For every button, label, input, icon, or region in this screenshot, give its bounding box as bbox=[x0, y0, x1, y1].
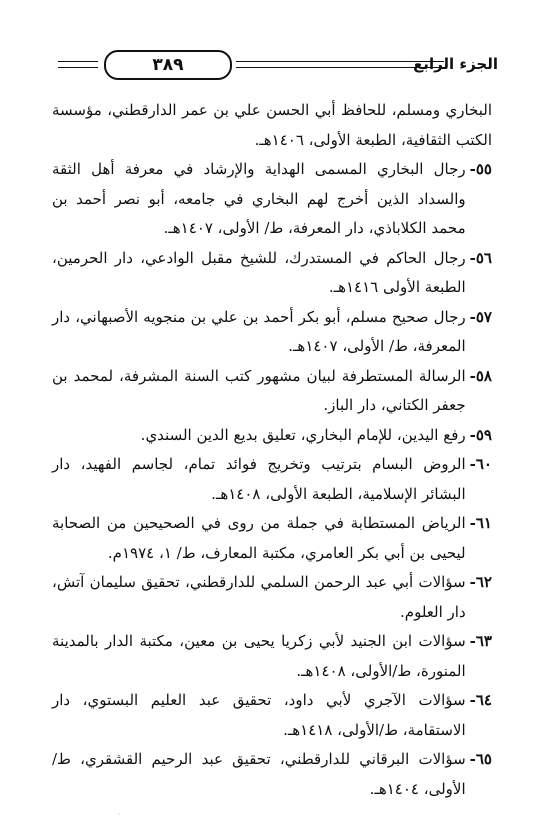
entry-text: رجال الحاكم في المستدرك، للشيخ مقبل الوادعي، دار الحرمين، الطبعة الأولى ١٤١٦هـ. bbox=[52, 248, 466, 296]
entry-text: سؤالات الآجري لأبي داود، تحقيق عبد العليم البستوي، دار الاستقامة، ط/الأولى، ١٤١٨هـ. bbox=[52, 691, 466, 739]
entry-text: سؤالات أبي عبد الرحمن السلمي للدارقطني، تحقيق سليمان آتش، دار العلوم. bbox=[52, 573, 466, 621]
entry-text: الرياض المستطابة في جملة من روى في الصحيحين من الصحابة ليحيى بن أبي بكر العامري، مكتبة المعارف، ط/ ١، ١٩٧٤م. bbox=[52, 514, 466, 562]
bibliography-entry bbox=[52, 627, 492, 686]
page-bottom-mark: · bbox=[118, 810, 121, 819]
page-header bbox=[58, 48, 498, 80]
page-number: ٣٨٩ bbox=[104, 50, 232, 80]
bibliography-entry bbox=[52, 303, 492, 362]
bibliography-entry bbox=[52, 568, 492, 627]
entry-number: ٥٧- bbox=[469, 307, 492, 326]
entry-text: رجال صحيح مسلم، أبو بكر أحمد بن علي بن منجويه الأصبهاني، دار المعرفة، ط/ الأولى، ١٤٠٧هـ. bbox=[52, 307, 466, 355]
entry-text: رفع اليدين، للإمام البخاري، تعليق بديع الدين السندي. bbox=[140, 425, 466, 444]
bibliography-entry bbox=[52, 421, 492, 451]
bibliography-entry bbox=[52, 509, 492, 568]
bibliography-list bbox=[52, 96, 492, 804]
entry-number: ٦٤- bbox=[469, 691, 492, 709]
entry-number: ٦٢- bbox=[469, 573, 492, 591]
bibliography-entry bbox=[52, 362, 492, 421]
entry-number: ٦٥- bbox=[469, 750, 492, 768]
entry-text: الرسالة المستطرفة لبيان مشهور كتب السنة المشرفة، لمحمد بن جعفر الكتاني، دار الباز. bbox=[52, 366, 466, 414]
entry-number: ٥٨- bbox=[469, 366, 492, 385]
entry-number: ٥٦- bbox=[469, 248, 492, 267]
entry-number: ٥٥- bbox=[469, 160, 492, 178]
bibliography-entry bbox=[52, 450, 492, 509]
header-rule-left bbox=[58, 61, 98, 68]
entry-text: رجال البخاري المسمى الهداية والإرشاد في معرفة أهل الثقة والسداد الذين أخرج لهم البخاري في جامعه، أبو نصر أحمد بن محمد الكلاباذي، دار المعرفة، ط/ الأولى، ١٤٠٧هـ. bbox=[52, 160, 466, 237]
entry-number: ٦١- bbox=[469, 514, 492, 532]
bibliography-entry bbox=[52, 745, 492, 804]
entry-text: سؤالات ابن الجنيد لأبي زكريا يحيى بن معين، مكتبة الدار بالمدينة المنورة، ط/الأولى، ١٤٠٨هـ. bbox=[52, 632, 466, 680]
bibliography-entry bbox=[52, 686, 492, 745]
entry-number: ٦٠- bbox=[469, 455, 492, 473]
entry-number: ٦٣- bbox=[469, 632, 492, 650]
entry-text: سؤالات البرقاني للدارقطني، تحقيق عبد الرحيم القشقري، ط/ الأولى، ١٤٠٤هـ. bbox=[52, 750, 466, 798]
bibliography-entry bbox=[52, 155, 492, 244]
entry-number: ٥٩- bbox=[469, 425, 492, 444]
continuation-text: البخاري ومسلم، للحافظ أبي الحسن علي بن عمر الدارقطني، مؤسسة الكتب الثقافية، الطبعة الأولى، ١٤٠٦هـ. bbox=[52, 101, 492, 149]
running-title: الجزء الرابع bbox=[413, 55, 498, 73]
bibliography-entry bbox=[52, 244, 492, 303]
entry-text: الروض البسام بترتيب وتخريج فوائد تمام، لجاسم الفهيد، دار البشائر الإسلامية، الطبعة الأولى، ١٤٠٨هـ. bbox=[52, 455, 466, 503]
